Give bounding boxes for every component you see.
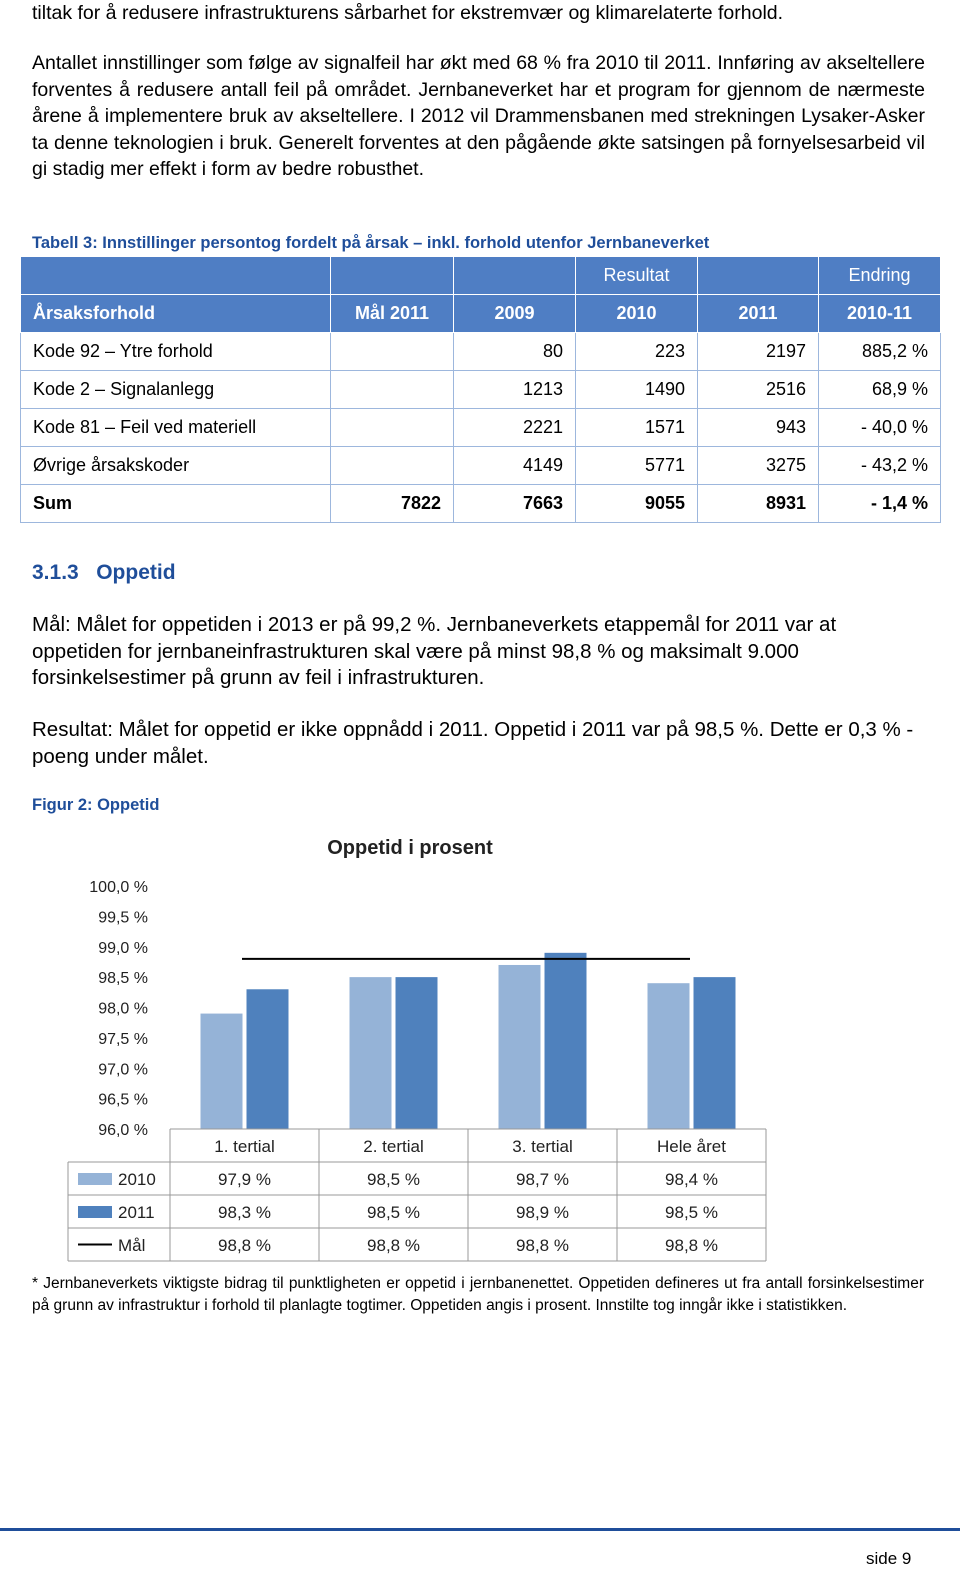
table-cell: 2197	[698, 333, 819, 371]
table-cell: 7822	[331, 485, 454, 523]
y-tick-label: 97,5 %	[98, 1030, 148, 1048]
legend-key-2010	[78, 1173, 112, 1185]
legend-label: Mål	[118, 1236, 146, 1255]
table-row	[21, 409, 941, 447]
bar-2010-1	[201, 1014, 243, 1129]
column-header: 2011	[698, 295, 819, 333]
column-header: 2010-11	[819, 295, 941, 333]
footnote: * Jernbaneverkets viktigste bidrag til punktligheten er oppetid i jernbanenettet. Oppetiden defineres ut fra antall forsinkelsestimer på grunn av infrastruktur i forhold til planlagte togtimer. Oppetiden angis i prosent. Innstilte tog inngår ikke i statistikken.	[32, 1275, 924, 1314]
goal-paragraph: Mål: Målet for oppetiden i 2013 er på 99,2 %. Jernbaneverkets etappemål for 2011 var at oppetiden for jernbaneinfrastrukturen skal være på minst 98,8 % og maksimalt 9.000 forsinkelsestimer på grunn av feil i infrastrukturen.	[32, 613, 837, 689]
table-cell: 5771	[576, 447, 698, 485]
table-cell: - 1,4 %	[819, 485, 941, 523]
bar-2011-1	[247, 989, 289, 1129]
table-cell: Øvrige årsakskoder	[21, 447, 331, 485]
table-cell: 8931	[698, 485, 819, 523]
result-paragraph: Resultat: Målet for oppetid er ikke oppnådd i 2011. Oppetid i 2011 var på 98,5 %. Dette er 0,3 % -poeng under målet.	[32, 718, 914, 768]
header-group-resultat: Resultat	[576, 257, 698, 295]
column-header: 2010	[576, 295, 698, 333]
table-caption: Tabell 3: Innstillinger persontog fordelt på årsak – inkl. forhold utenfor Jernbaneverket	[32, 234, 710, 252]
data-label: 98,7 %	[516, 1170, 569, 1189]
data-label: 98,8 %	[367, 1236, 420, 1255]
data-label: 98,5 %	[367, 1203, 420, 1222]
table-cell: 1213	[454, 371, 576, 409]
table-cell: 2221	[454, 409, 576, 447]
legend-label: 2010	[118, 1170, 156, 1189]
data-label: 98,9 %	[516, 1203, 569, 1222]
data-label: 98,8 %	[516, 1236, 569, 1255]
y-tick-label: 98,0 %	[98, 1000, 148, 1018]
table-row	[21, 371, 941, 409]
y-tick-label: 100,0 %	[89, 879, 148, 896]
column-header: Mål 2011	[331, 295, 454, 333]
data-label: 97,9 %	[218, 1170, 271, 1189]
table-header-row	[21, 295, 941, 333]
table-cell: Kode 2 – Signalanlegg	[21, 371, 331, 409]
x-category-label: 1. tertial	[214, 1137, 275, 1156]
y-tick-label: 99,0 %	[98, 939, 148, 957]
table-row	[21, 447, 941, 485]
table-cell: 885,2 %	[819, 333, 941, 371]
bar-2011-3	[545, 953, 587, 1129]
bar-2010-3	[499, 965, 541, 1129]
table-cell: Sum	[21, 485, 331, 523]
table-cell	[331, 447, 454, 485]
data-label: 98,4 %	[665, 1170, 718, 1189]
table-cell: Kode 81 – Feil ved materiell	[21, 409, 331, 447]
table-cell: 7663	[454, 485, 576, 523]
table-row	[21, 333, 941, 371]
intro-paragraph: Antallet innstillinger som følge av signalfeil har økt med 68 % fra 2010 til 2011. Innføring av akseltellere forventes å redusere antall feil på området. Jernbaneverket har et program for gjennom de nærmeste årene å implementere bruk av akseltellere. I 2012 vil Drammensbanen med strekningen Lysaker-Asker ta denne teknologien i bruk. Generelt forventes at den pågående økte satsingen på fornyelsesarbeid vil gi stadig mer effekt i form av bedre robusthet.	[32, 52, 925, 180]
table-cell: 223	[576, 333, 698, 371]
y-tick-label: 96,5 %	[98, 1091, 148, 1109]
x-category-label: 2. tertial	[363, 1137, 424, 1156]
bar-2011-2	[396, 977, 438, 1129]
table-cell	[331, 371, 454, 409]
table-cell	[331, 333, 454, 371]
causes-table	[20, 256, 941, 523]
table-cell: 943	[698, 409, 819, 447]
footer-divider	[0, 1528, 960, 1531]
chart-title: Oppetid i prosent	[327, 837, 493, 859]
header-cell	[698, 257, 819, 295]
page-number: side 9	[866, 1549, 912, 1568]
section-heading: 3.1.3 Oppetid	[32, 561, 176, 584]
header-cell	[331, 257, 454, 295]
table-cell: 68,9 %	[819, 371, 941, 409]
table-cell: 4149	[454, 447, 576, 485]
intro-line: tiltak for å redusere infrastrukturens sårbarhet for ekstremvær og klimarelaterte forhold.	[32, 2, 784, 24]
y-tick-label: 97,0 %	[98, 1061, 148, 1079]
x-category-label: 3. tertial	[512, 1137, 573, 1156]
header-group-endring: Endring	[819, 257, 941, 295]
figure-caption: Figur 2: Oppetid	[32, 796, 160, 814]
data-label: 98,5 %	[367, 1170, 420, 1189]
table-cell: 9055	[576, 485, 698, 523]
column-header: Årsaksforhold	[21, 295, 331, 333]
data-label: 98,8 %	[218, 1236, 271, 1255]
table-cell: 3275	[698, 447, 819, 485]
column-header: 2009	[454, 295, 576, 333]
data-label: 98,8 %	[665, 1236, 718, 1255]
bar-2010-4	[648, 983, 690, 1129]
table-cell: 2516	[698, 371, 819, 409]
table-cell: Kode 92 – Ytre forhold	[21, 333, 331, 371]
header-cell	[21, 257, 331, 295]
table-cell: - 40,0 %	[819, 409, 941, 447]
data-label: 98,5 %	[665, 1203, 718, 1222]
legend-label: 2011	[118, 1203, 155, 1222]
bar-2010-2	[350, 977, 392, 1129]
table-sum-row	[21, 485, 941, 523]
header-cell	[454, 257, 576, 295]
legend-key-2011	[78, 1206, 112, 1218]
y-tick-label: 99,5 %	[98, 909, 148, 927]
x-category-label: Hele året	[657, 1137, 726, 1156]
table-cell: 1490	[576, 371, 698, 409]
y-tick-label: 96,0 %	[98, 1122, 148, 1139]
table-cell	[331, 409, 454, 447]
y-tick-label: 98,5 %	[98, 970, 148, 988]
uptime-chart	[0, 820, 960, 1270]
data-label: 98,3 %	[218, 1203, 271, 1222]
table-group-header-row	[21, 257, 941, 295]
table-cell: 80	[454, 333, 576, 371]
table-cell: - 43,2 %	[819, 447, 941, 485]
bar-2011-4	[694, 977, 736, 1129]
table-cell: 1571	[576, 409, 698, 447]
